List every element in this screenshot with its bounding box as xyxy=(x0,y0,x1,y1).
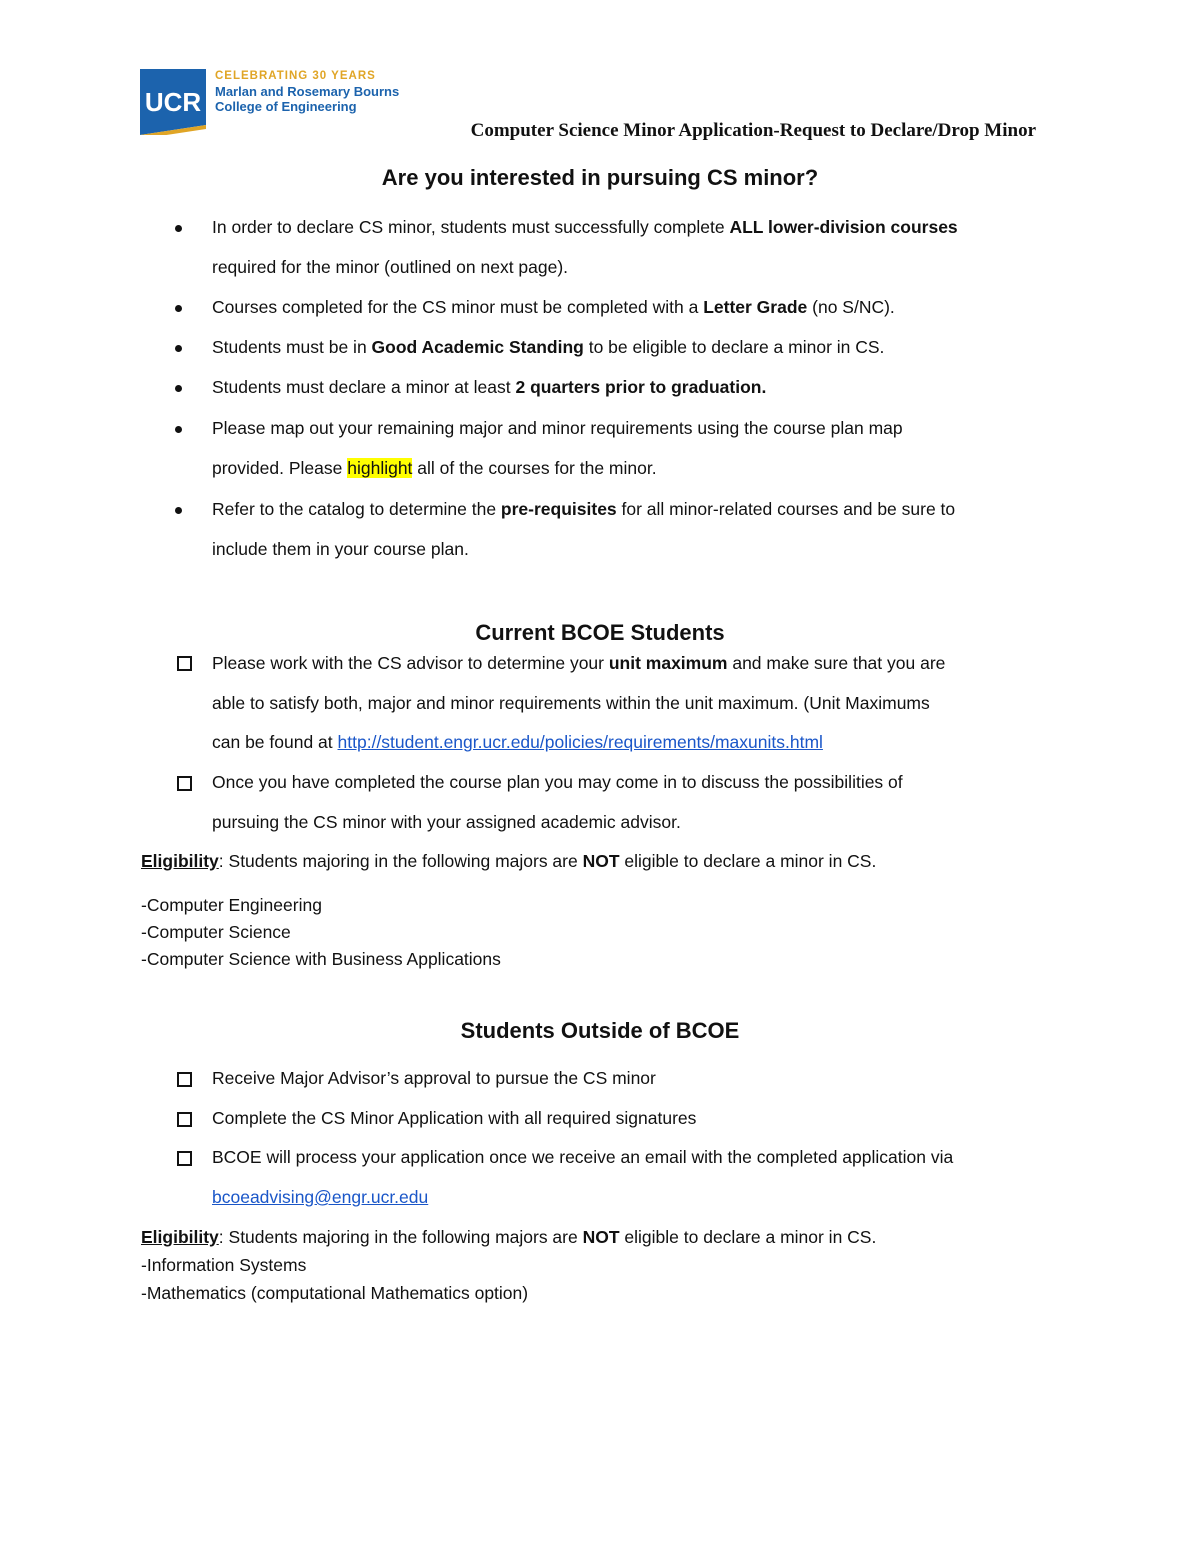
logo-line-1: Marlan and Rosemary Bourns xyxy=(215,84,400,99)
outside-major-1: -Information Systems xyxy=(141,1255,307,1275)
document-title: Computer Science Minor Application-Request to Declare/Drop Minor xyxy=(470,120,1036,141)
intro-bullet-2: Courses completed for the CS minor must be completed with a Letter Grade (no S/NC). xyxy=(212,297,895,317)
checkbox-icon[interactable] xyxy=(177,1072,192,1087)
current-item-1: Please work with the CS advisor to determine your unit maximum and make sure that you are xyxy=(212,653,946,673)
current-item-2: Once you have completed the course plan you may come in to discuss the possibilities of xyxy=(212,772,903,792)
logo-line-2: College of Engineering xyxy=(215,99,357,114)
logo-tagline: CELEBRATING 30 YEARS xyxy=(215,70,376,82)
checkbox-icon[interactable] xyxy=(177,1151,192,1166)
checkbox-icon[interactable] xyxy=(177,656,192,671)
maxunits-link[interactable]: http://student.engr.ucr.edu/policies/requirements/maxunits.html xyxy=(337,732,823,752)
bullet-icon xyxy=(175,345,182,352)
svg-text:UCR: UCR xyxy=(144,87,202,117)
outside-item-1: Receive Major Advisor’s approval to pursue the CS minor xyxy=(212,1068,656,1088)
outside-item-2: Complete the CS Minor Application with all required signatures xyxy=(212,1108,697,1128)
bullet-icon xyxy=(175,305,182,312)
current-major-2: -Computer Science xyxy=(141,922,291,942)
highlighted-word: highlight xyxy=(347,458,413,478)
logo-text xyxy=(215,69,399,114)
advising-email-link[interactable]: bcoeadvising@engr.ucr.edu xyxy=(212,1187,429,1207)
bullet-icon xyxy=(175,385,182,392)
intro-heading: Are you interested in pursuing CS minor? xyxy=(381,165,819,190)
intro-bullet-4: Students must declare a minor at least 2 quarters prior to graduation. xyxy=(212,377,767,397)
intro-bullet-3: Students must be in Good Academic Standing to be eligible to declare a minor in CS. xyxy=(212,337,885,357)
checkbox-icon[interactable] xyxy=(177,1112,192,1127)
bullet-icon xyxy=(175,225,182,232)
outside-students-heading: Students Outside of BCOE xyxy=(460,1018,740,1043)
intro-bullet-5-cont: provided. Please highlight all of the courses for the minor. xyxy=(212,458,657,478)
intro-bullet-6-cont: include them in your course plan. xyxy=(212,539,469,559)
current-item-1-cont: able to satisfy both, major and minor requirements within the unit maximum. (Unit Maximums xyxy=(212,693,930,713)
intro-bullet-1: In order to declare CS minor, students must successfully complete ALL lower-division courses xyxy=(212,217,958,237)
outside-item-3-cont xyxy=(212,1187,428,1208)
intro-bullet-1-cont: required for the minor (outlined on next page). xyxy=(212,257,569,277)
outside-item-3: BCOE will process your application once we receive an email with the completed application via xyxy=(212,1147,954,1167)
current-item-1-link-line: can be found at http://student.engr.ucr.edu/policies/requirements/maxunits.html xyxy=(212,732,823,752)
current-major-1: -Computer Engineering xyxy=(141,895,322,915)
current-major-3: -Computer Science with Business Applications xyxy=(141,949,501,969)
current-eligibility: Eligibility: Students majoring in the following majors are NOT eligible to declare a minor in CS. xyxy=(141,851,877,871)
intro-bullet-5: Please map out your remaining major and minor requirements using the course plan map xyxy=(212,418,903,438)
current-item-2-cont: pursuing the CS minor with your assigned academic advisor. xyxy=(212,812,681,832)
outside-major-2: -Mathematics (computational Mathematics option) xyxy=(141,1283,529,1303)
bullet-icon xyxy=(175,426,182,433)
outside-eligibility: Eligibility: Students majoring in the following majors are NOT eligible to declare a minor in CS. xyxy=(141,1227,877,1247)
intro-bullet-6: Refer to the catalog to determine the pre-requisites for all minor-related courses and be sure to xyxy=(212,499,956,519)
bullet-icon xyxy=(175,507,182,514)
current-students-heading: Current BCOE Students xyxy=(475,620,725,645)
checkbox-icon[interactable] xyxy=(177,776,192,791)
